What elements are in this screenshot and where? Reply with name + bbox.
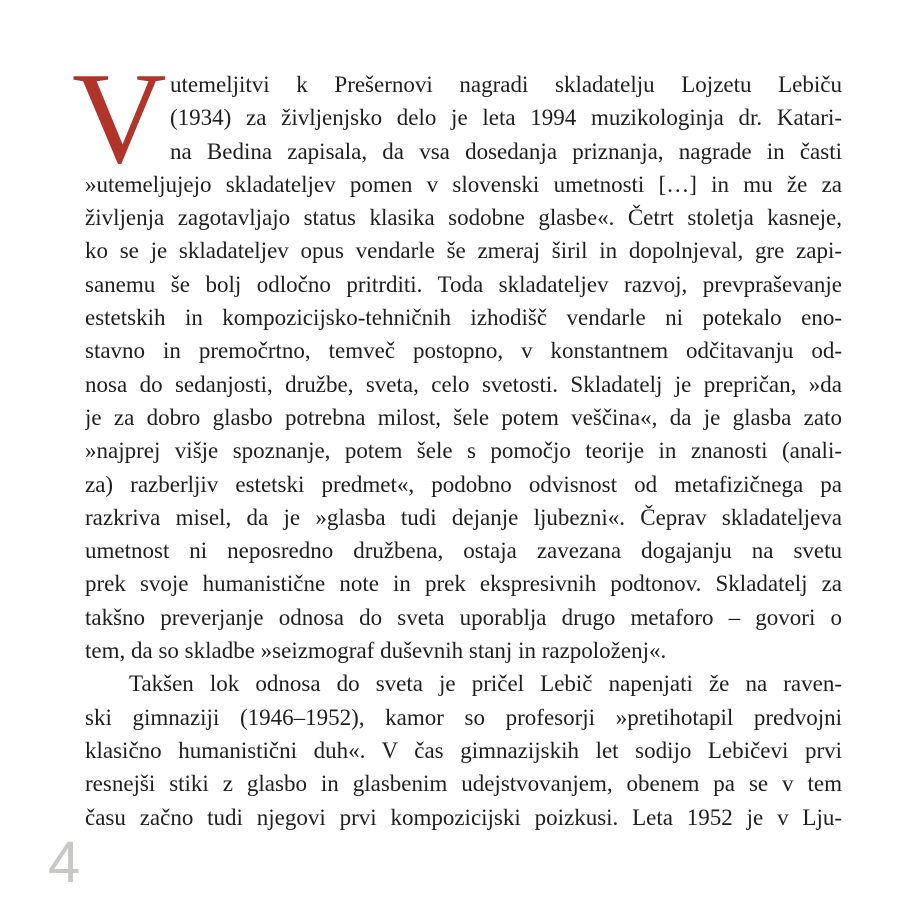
page-number: 4 [48, 830, 81, 895]
text-block [72, 46, 842, 834]
text-line: utemeljitvi k Prešernovi nagradi skladatelju Lojzetu Lebiču [170, 72, 842, 97]
text-line: za) razberljiv estetski predmet«, podobno odvisnost od metafizičnega pa [85, 471, 842, 497]
text-line: (1934) za življenjsko delo je leta 1994 muzikologinja dr. Katari- [170, 105, 842, 131]
text-line: na Bedina zapisala, da vsa dosedanja priznanja, nagrade in časti [170, 138, 842, 164]
text-line: razkriva misel, da je »glasba tudi dejanje ljubezni«. Čeprav skladateljeva [85, 504, 842, 530]
text-line: prek svoje humanistične note in prek ekspresivnih podtonov. Skladatelj za [85, 571, 842, 597]
text-line: »utemeljujejo skladateljev pomen v slovenski umetnosti […] in mu že za [85, 171, 842, 197]
text-line: tem, da so skladbe »seizmograf duševnih stanj in razpoloženj«. [85, 638, 667, 664]
dropcap-container [72, 46, 170, 191]
text-line: življenja zagotavljajo status klasika sodobne glasbe«. Četrt stoletja kasneje, [85, 205, 842, 231]
text-line: Takšen lok odnosa do sveta je pričel Lebič napenjati že na raven- [129, 671, 842, 697]
paragraph-1 [72, 46, 842, 667]
text-line: času začno tudi njegovi prvi kompozicijski poizkusi. Leta 1952 je v Lju- [85, 804, 842, 830]
text-line: resnejši stiki z glasbo in glasbenim udejstvovanjem, obenem pa se v tem [85, 771, 842, 797]
text-line: ko se je skladateljev opus vendarle še zmeraj širil in dopolnjeval, gre zapi- [85, 238, 842, 264]
text-line: takšno preverjanje odnosa do sveta uporablja drugo metaforo – govori o [85, 604, 842, 630]
text-line: je za dobro glasbo potrebna milost, šele potem veščina«, da je glasba zato [85, 404, 842, 430]
text-line: »najprej višje spoznanje, potem šele s pomočjo teorije in znanosti (anali- [85, 438, 842, 464]
paragraph-2 [85, 667, 842, 833]
dropcap-letter: V [72, 46, 167, 191]
text-line: umetnost ni neposredno družbena, ostaja zavezana dogajanju na svetu [85, 538, 842, 564]
text-line: estetskih in kompozicijsko-tehničnih izhodišč vendarle ni potekalo eno- [85, 305, 842, 331]
text-line: nosa do sedanjosti, družbe, sveta, celo svetosti. Skladatelj je prepričan, »da [85, 371, 842, 397]
text-line: ski gimnaziji (1946–1952), kamor so profesorji »pretihotapil predvojni [85, 704, 842, 730]
text-line: sanemu še bolj odločno pritrditi. Toda skladateljev razvoj, prevpraševanje [85, 271, 842, 297]
text-line: klasično humanistični duh«. V čas gimnazijskih let sodijo Lebičevi prvi [85, 737, 842, 763]
text-line: stavno in premočrtno, temveč postopno, v konstantnem odčitavanju od- [85, 338, 842, 364]
